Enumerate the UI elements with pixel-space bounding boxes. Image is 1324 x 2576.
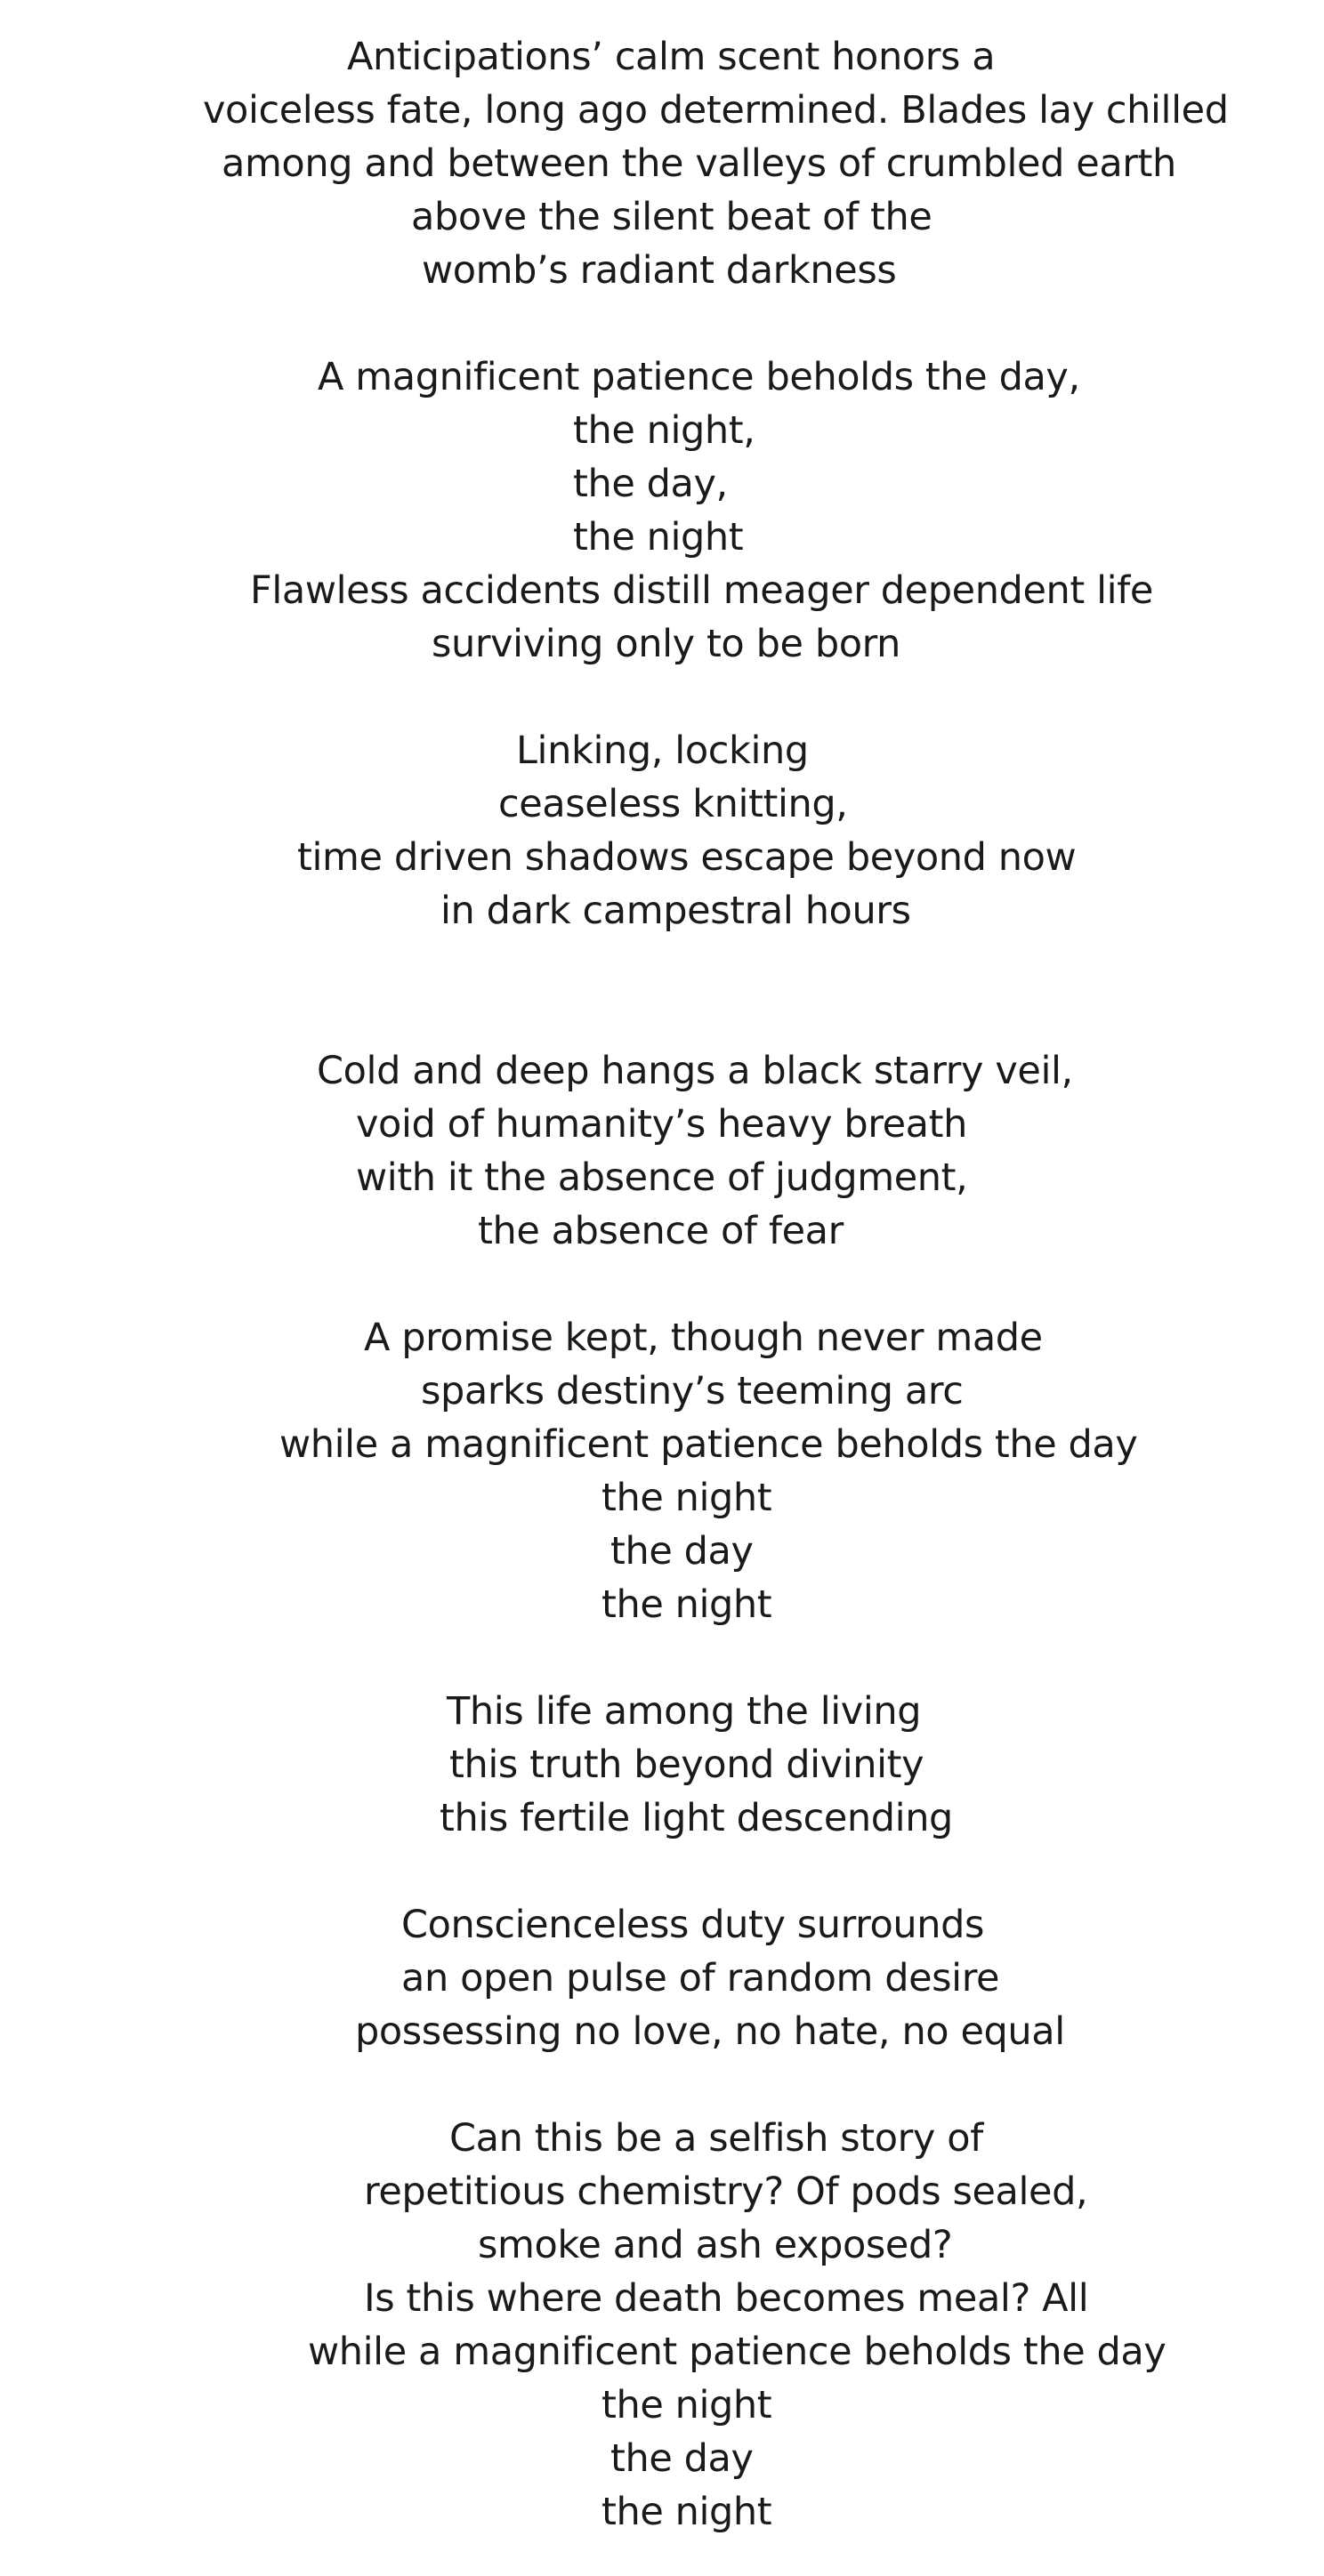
poem-line: surviving only to be born — [432, 622, 900, 666]
poem-line: in dark campestral hours — [440, 889, 911, 933]
poem-line: the day, — [573, 462, 728, 506]
poem-line: the day — [610, 2436, 754, 2481]
poem-line: sparks destiny’s teeming arc — [421, 1369, 964, 1413]
poem-line: the night — [573, 515, 744, 559]
poem-line: with it the absence of judgment, — [356, 1155, 968, 1200]
poem-line: the night — [601, 2490, 772, 2534]
poem-line: smoke and ash exposed? — [478, 2223, 953, 2267]
poem-line: Flawless accidents distill meager dependent life — [250, 568, 1153, 613]
poem-line: among and between the valleys of crumbled earth — [222, 141, 1176, 186]
poem-line: while a magnificent patience beholds the day — [308, 2330, 1167, 2374]
poem-line: Conscienceless duty surrounds — [401, 1903, 985, 1947]
poem-line: the night — [601, 2383, 772, 2427]
poem-line: Linking, locking — [516, 729, 809, 773]
poem-line: Is this where death becomes meal? All — [364, 2276, 1089, 2321]
poem-line: void of humanity’s heavy breath — [356, 1102, 967, 1147]
poem-line: the day — [610, 1529, 754, 1574]
poem-line: an open pulse of random desire — [401, 1956, 1000, 2000]
poem-line: the night — [601, 1582, 772, 1627]
poem-line: voiceless fate, long ago determined. Blades lay chilled — [203, 88, 1229, 133]
poem-line: this fertile light descending — [440, 1796, 953, 1840]
poem-line: A promise kept, though never made — [364, 1316, 1043, 1360]
poem-line: Anticipations’ calm scent honors a — [347, 35, 996, 79]
poem-line: womb’s radiant darkness — [422, 248, 897, 293]
poem-line: Can this be a selfish story of — [449, 2116, 983, 2161]
poem-line: time driven shadows escape beyond now — [297, 835, 1077, 880]
poem-line: This life among the living — [447, 1689, 922, 1734]
poem-line: possessing no love, no hate, no equal — [355, 2009, 1065, 2054]
poem-line: repetitious chemistry? Of pods sealed, — [364, 2169, 1088, 2214]
poem-line: the night, — [573, 408, 755, 453]
poem-line: the night — [601, 1476, 772, 1520]
poem-line: above the silent beat of the — [411, 195, 932, 239]
poem-line: this truth beyond divinity — [449, 1743, 924, 1787]
poem-line: Cold and deep hangs a black starry veil, — [317, 1049, 1073, 1093]
poem-line: ceaseless knitting, — [498, 782, 848, 826]
poem-line: while a magnificent patience beholds the day — [279, 1422, 1138, 1467]
poem-line: A magnificent patience beholds the day, — [318, 355, 1080, 399]
poem-line: the absence of fear — [478, 1209, 844, 1253]
